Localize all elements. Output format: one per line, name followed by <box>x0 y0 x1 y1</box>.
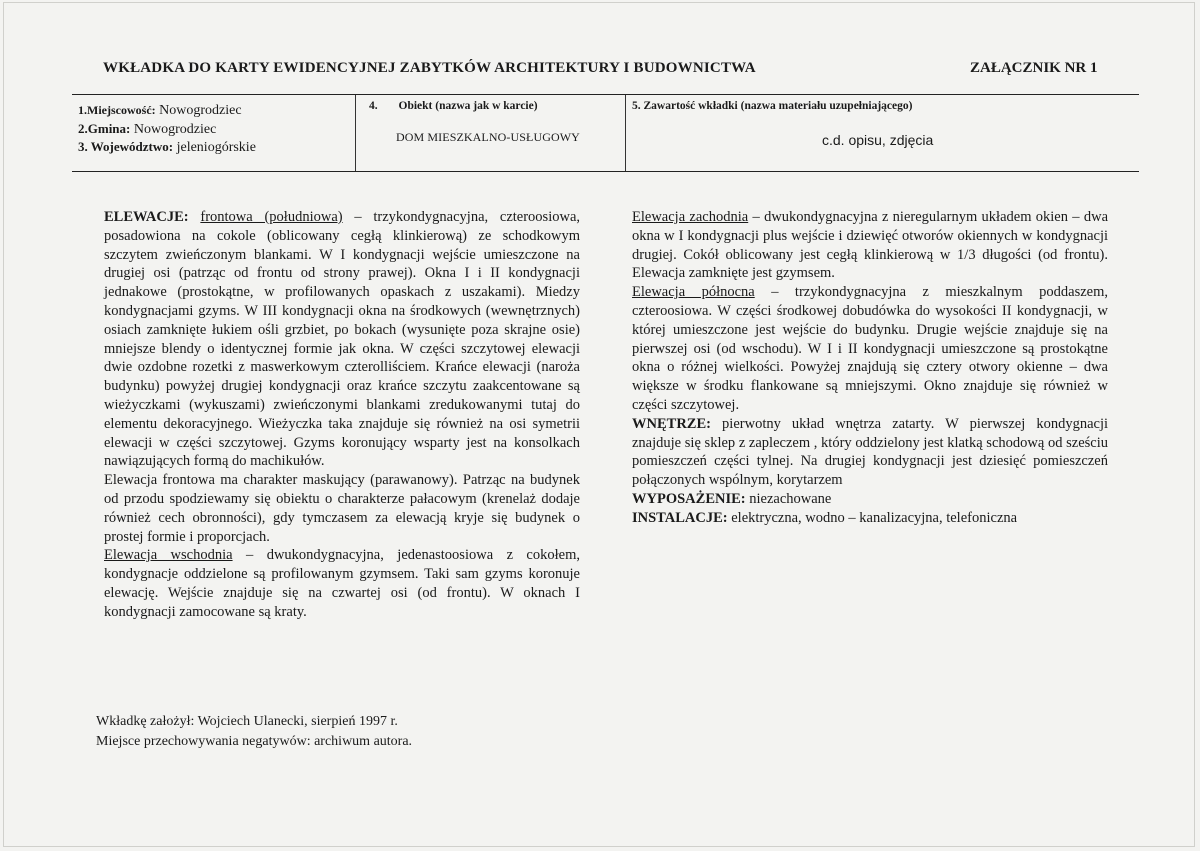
locality-label: 1.Miejscowość: <box>78 103 156 117</box>
object-number: 4. <box>369 100 378 112</box>
installations-text: elektryczna, wodno – kanalizacyjna, telefoniczna <box>727 509 1018 526</box>
negatives-location-line: Miejsce przechowywania negatywów: archiwum autora. <box>96 734 413 749</box>
equipment-label: WYPOSAŻENIE: <box>632 490 746 507</box>
elevations-heading: ELEWACJE: <box>104 209 189 225</box>
north-elevation-paragraph <box>632 283 1108 415</box>
interior-paragraph <box>632 415 1108 490</box>
locality-value: Nowogrodziec <box>159 103 242 118</box>
north-elevation-label: Elewacja północna <box>632 284 755 301</box>
west-elevation-label: Elewacja zachodnia <box>632 209 749 225</box>
content-value: c.d. opisu, zdjęcia <box>822 132 934 148</box>
locality-line <box>78 103 242 119</box>
installations-label: INSTALACJE: <box>632 509 728 526</box>
equipment-paragraph <box>632 490 1108 509</box>
north-elevation-text: – trzykondygnacyjna z mieszkalnym poddaszem, czteroosiowa. W części środkowej dobudówka do wysokości II kondygnacji, w której umieszczone jest wejście do budynku. Drugie wejście znajduje się na pierwszej osi (od wschodu). W I i II kondygnacji umieszczone są prostokątne okna o różnej wielkości. Powyżej znajdują się cztery otwory okienne – dwa większe w środku flankowane są mniejszymi. Okno znajduje się również w części szczytowej. <box>632 284 1109 413</box>
voivodeship-value: jeleniogórskie <box>176 140 256 155</box>
voivodeship-label: 3. Województwo: <box>78 139 174 154</box>
info-table <box>72 94 1139 172</box>
commune-line <box>78 121 216 138</box>
west-elevation-paragraph <box>632 208 1108 283</box>
commune-value: Nowogrodziec <box>133 122 217 137</box>
object-label: Obiekt (nazwa jak w karcie) <box>398 100 538 112</box>
front-elevation-text: – trzykondygnacyjna, czteroosiowa, posadowiona na cokole (oblicowany cegłą klinkierową) ze schodkowym szczytem zwieńczonym blankami. W I kondygnacji wejście umieszczone na drugiej osi (patrząc od frontu od strony prawej). Okna I i II kondygnacji jednakowe (prostokątne, w profilowanych opaskach z uszakami). Miedzy kondygnacjami gzyms. W III kondygnacji okna na środkowych (wewnętrznych) osiach zamknięte łukiem ośli grzbiet, po bokach (wysunięte poza skrajne osie) mniejsze blendy o identycznej formie jak okna. W części szczytowej elewacji dwie ozdobne rozetki z maswerkowym czterolliściem. Krańce elewacji (naroża budynku) powyżej drugiej kondygnacji oraz krańce szczytu zaakcentowane są wieżyczkami (wykuszami) zwieńczonymi blankami zredukowanymi tutaj do elementu dekoracyjnego. Wieżyczka taka znajduje się również na osi symetrii elewacji w części szczytowej. Gzyms koronujący wsparty jest na konsolkach nawiązujących formą do machikułów. <box>104 209 581 470</box>
equipment-text: niezachowane <box>745 490 832 507</box>
document-title: WKŁADKA DO KARTY EWIDENCYJNEJ ZABYTKÓW ARCHITEKTURY I BUDOWNICTWA <box>103 60 756 76</box>
commune-label: 2.Gmina: <box>78 121 131 136</box>
east-elevation-paragraph <box>104 546 580 621</box>
interior-label: WNĘTRZE: <box>632 415 711 432</box>
front-elevation-paragraph-2: Elewacja frontowa ma charakter maskujący (parawanowy). Patrząc na budynek od przodu spodziewamy się obiektu o charakterze pałacowym (krenelaż dodaje również cech obronności), gdy tymczasem za elewacją kryje się budynek o prostej formie i proporcjach. <box>104 472 580 545</box>
front-elevation-label: frontowa (południowa) <box>200 209 343 225</box>
voivodeship-line <box>78 139 256 156</box>
content-label: 5. Zawartość wkładki (nazwa materiału uzupełniającego) <box>632 100 913 112</box>
object-label-line <box>369 100 538 112</box>
interior-text: pierwotny układ wnętrza zatarty. W pierwszej kondygnacji znajduje się sklep z zapleczem , który oddzielony jest klatką schodową od sześciu pomieszczeń części tylnej. Na drugiej kondygnacji jest dziesięć pomieszczeń połączonych wspólnym, korytarzem <box>632 415 1108 489</box>
east-elevation-label: Elewacja wschodnia <box>104 547 233 564</box>
west-elevation-text: – dwukondygnacyjna z nieregularnym układem okien – dwa okna w I kondygnacji plus wejście i dziewięć otworów okiennych w kondygnacji drugiej. Cokół oblicowany jest cegłą klinkierową w 1/3 długości (od frontu). Elewacja zamknięte jest gzymsem. <box>632 209 1109 282</box>
left-text-column <box>104 208 580 622</box>
content-cell <box>625 95 1140 171</box>
front-elevation-paragraph <box>104 208 580 471</box>
right-text-column <box>632 208 1108 528</box>
object-value: DOM MIESZKALNO-USŁUGOWY <box>396 130 580 144</box>
location-cell <box>72 95 355 171</box>
installations-paragraph <box>632 509 1108 528</box>
annex-label: ZAŁĄCZNIK NR 1 <box>970 60 1098 76</box>
founded-by-line: Wkładkę założył: Wojciech Ulanecki, sierpień 1997 r. <box>96 714 398 729</box>
east-elevation-text: – dwukondygnacyjna, jedenastoosiowa z cokołem, kondygnacje oddzielone są profilowanym gzymsem. Taki sam gzyms koronuje elewację. Wejście znajduje się na czwartej osi (od frontu). W oknach I kondygnacji zamocowane są kraty. <box>104 547 580 620</box>
object-cell <box>355 95 626 171</box>
